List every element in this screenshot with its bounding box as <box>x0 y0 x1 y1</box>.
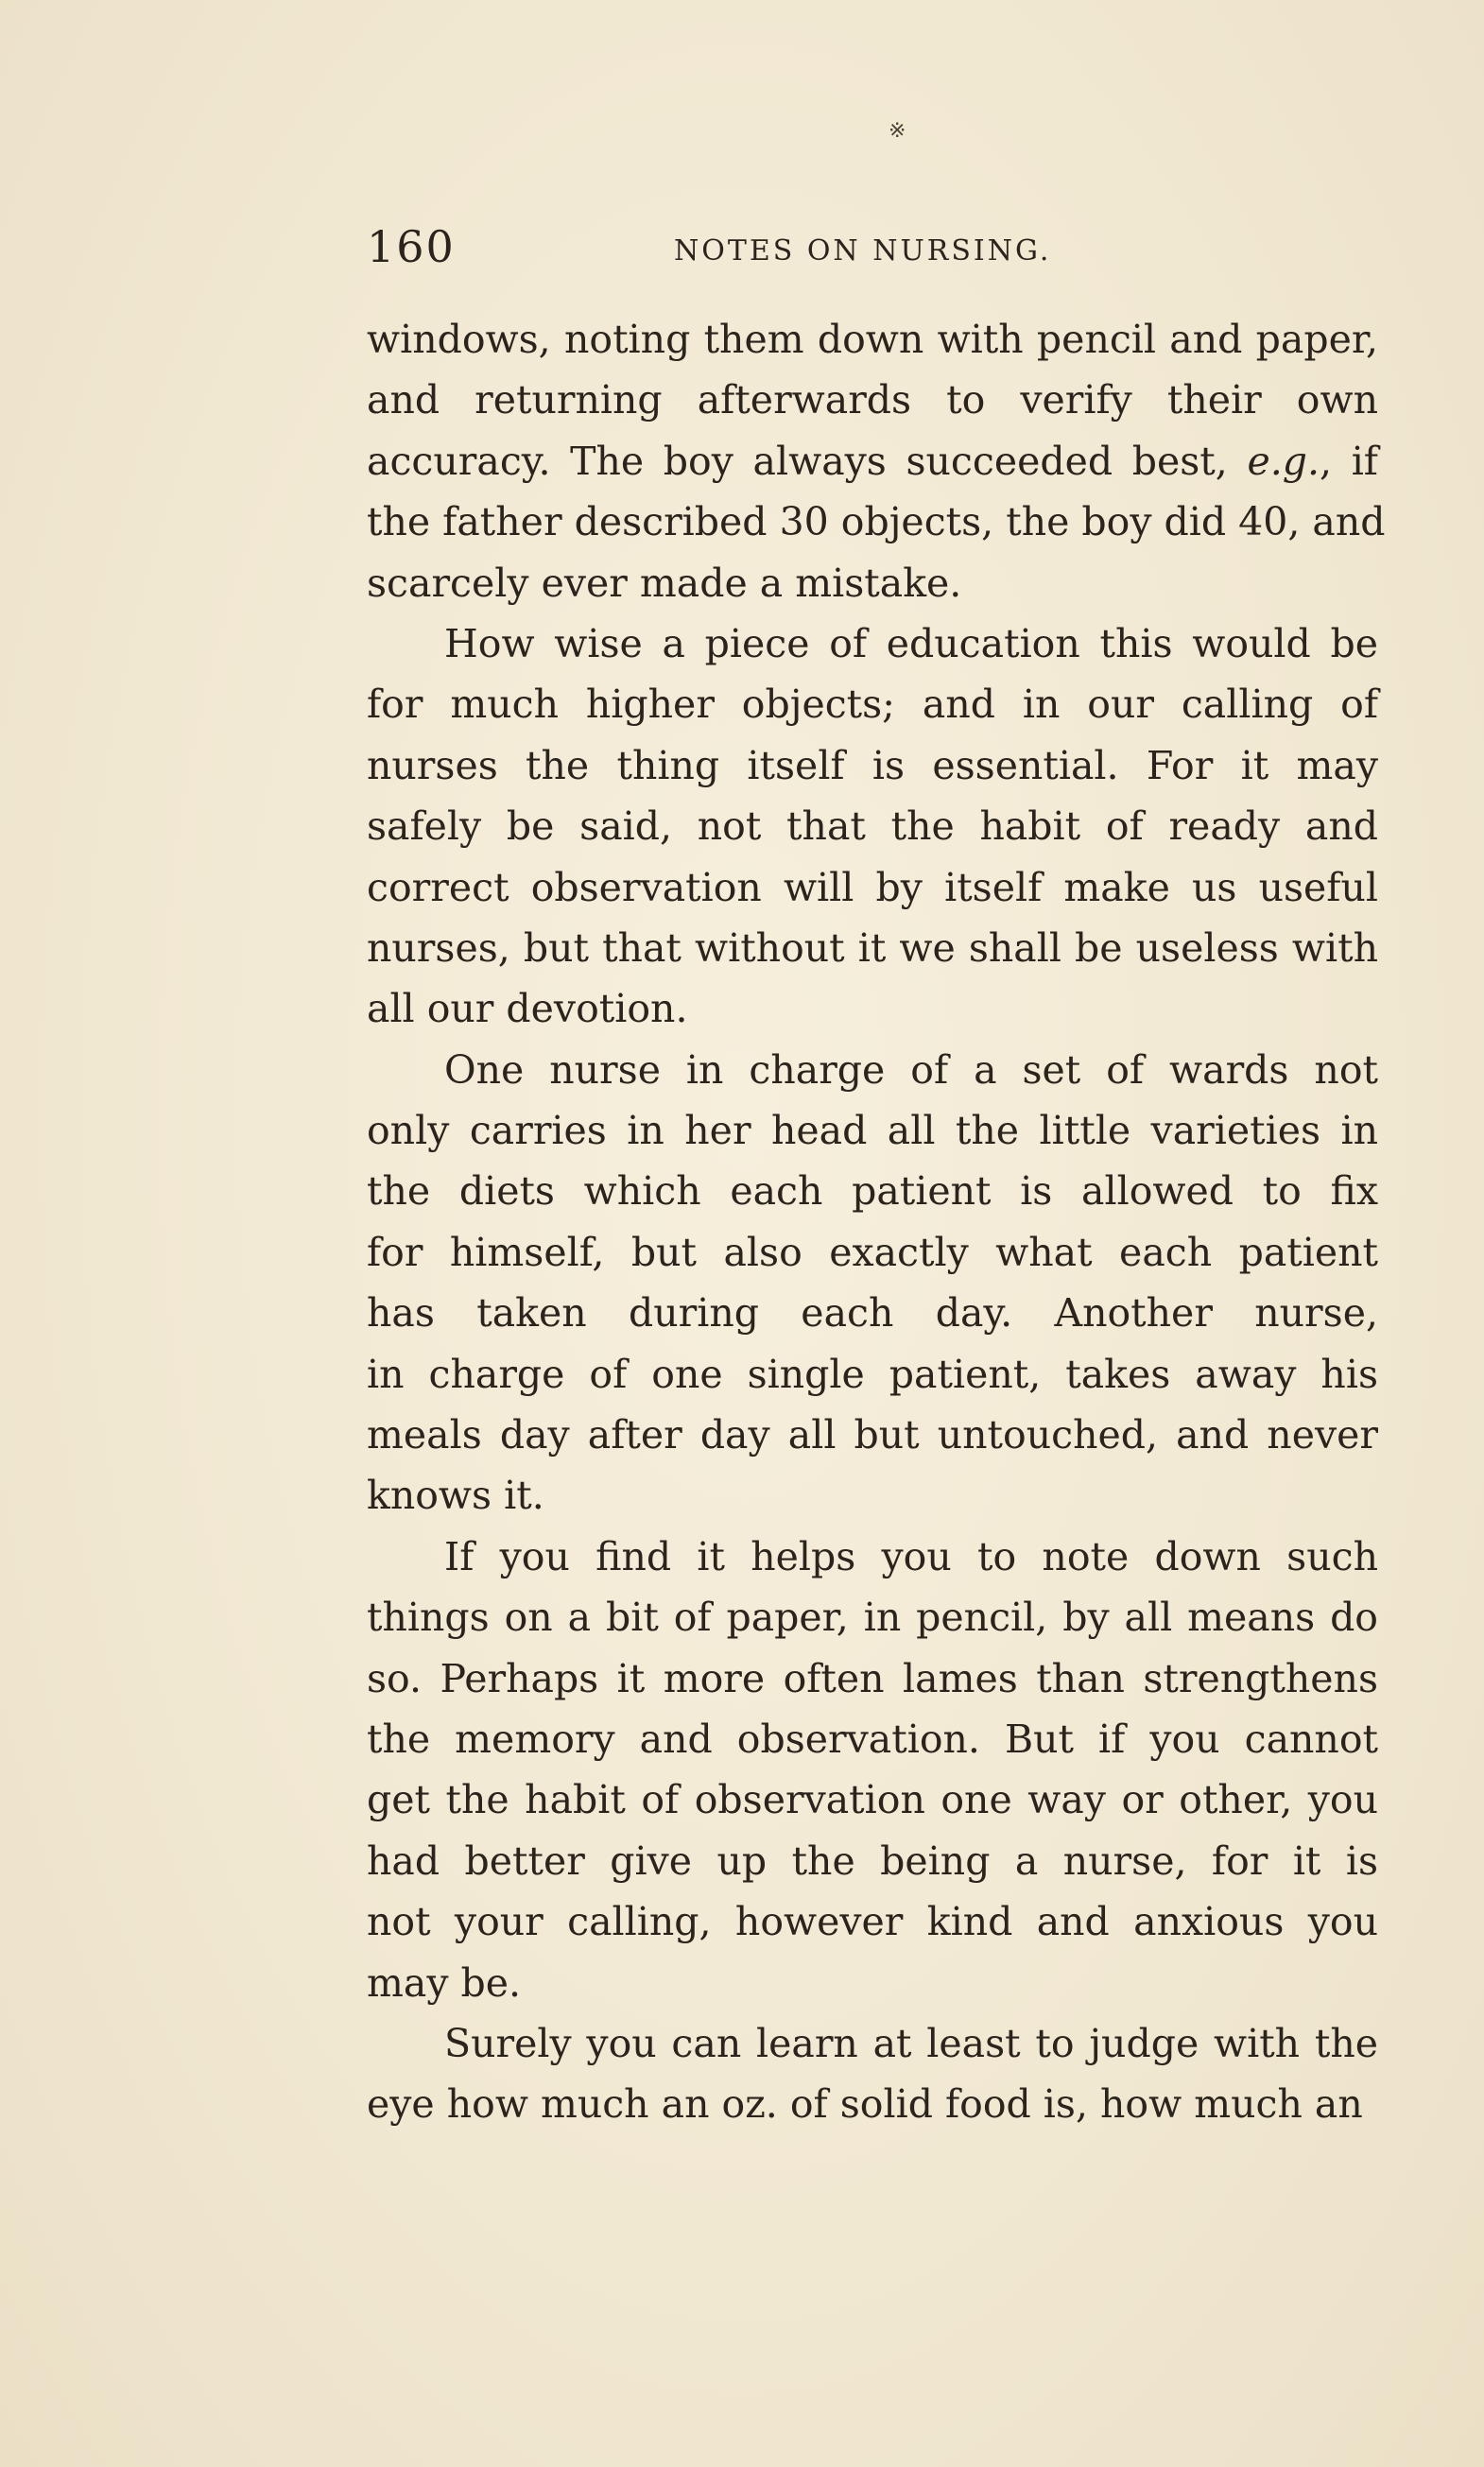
text-line: correct observation will by itself make us useful <box>367 864 1378 910</box>
text-line: things on a bit of paper, in pencil, by all means do <box>367 1595 1378 1641</box>
ink-speck-icon: ※ <box>889 119 906 143</box>
text-line: the diets which each patient is allowed to fix <box>367 1168 1378 1215</box>
text-line: If you find it helps you to note down such <box>444 1533 1378 1579</box>
paragraph <box>367 309 1386 613</box>
body-text <box>367 309 1386 2135</box>
text-line: may be. <box>367 1959 522 2006</box>
text-line: only carries in her head all the little varieties in <box>367 1108 1378 1154</box>
page-number: 160 <box>367 221 456 272</box>
text-line: the memory and observation. But if you cannot <box>367 1716 1378 1762</box>
text-line: in charge of one single patient, takes away his <box>367 1351 1378 1397</box>
text-line: nurses the thing itself is essential. For it may <box>367 742 1378 788</box>
paragraph <box>367 2013 1378 2135</box>
text-line: for himself, but also exactly what each patient <box>367 1229 1378 1275</box>
text-line: the father described 30 objects, the boy did 40, and <box>367 499 1386 545</box>
page-header <box>367 217 1378 284</box>
text-line: and returning afterwards to verify their own <box>367 377 1378 423</box>
text-line: has taken during each day. Another nurse, <box>367 1290 1378 1337</box>
text-line: all our devotion. <box>367 986 688 1032</box>
paragraph <box>367 1040 1378 1527</box>
text-line: not your calling, however kind and anxious you <box>367 1899 1378 1945</box>
text-line: One nurse in charge of a set of wards not <box>444 1046 1378 1093</box>
text-line: safely be said, not that the habit of ready and <box>367 803 1378 850</box>
text-line: nurses, but that without it we shall be useless with <box>367 924 1378 971</box>
paragraph <box>367 1527 1378 2013</box>
running-title: NOTES ON NURSING. <box>674 234 1052 267</box>
text-line: How wise a piece of education this would be <box>444 620 1378 666</box>
text-line: had better give up the being a nurse, for it is <box>367 1837 1378 1884</box>
text-line: windows, noting them down with pencil and paper, <box>367 317 1378 362</box>
text-line: scarcely ever made a mistake. <box>367 560 962 606</box>
paragraph <box>367 613 1378 1040</box>
text-line: accuracy. The boy always succeeded best, e.g., if <box>367 438 1378 484</box>
text-line: for much higher objects; and in our calling of <box>367 681 1378 728</box>
text-line: so. Perhaps it more often lames than strengthens <box>367 1655 1378 1701</box>
italic-abbreviation: e.g. <box>1247 438 1320 484</box>
text-line: knows it. <box>367 1473 544 1519</box>
text-line: eye how much an oz. of solid food is, how much an <box>367 2081 1363 2128</box>
text-line: get the habit of observation one way or other, you <box>367 1777 1378 1823</box>
text-line: Surely you can learn at least to judge with the <box>444 2020 1378 2066</box>
text-line: meals day after day all but untouched, and never <box>367 1412 1378 1458</box>
